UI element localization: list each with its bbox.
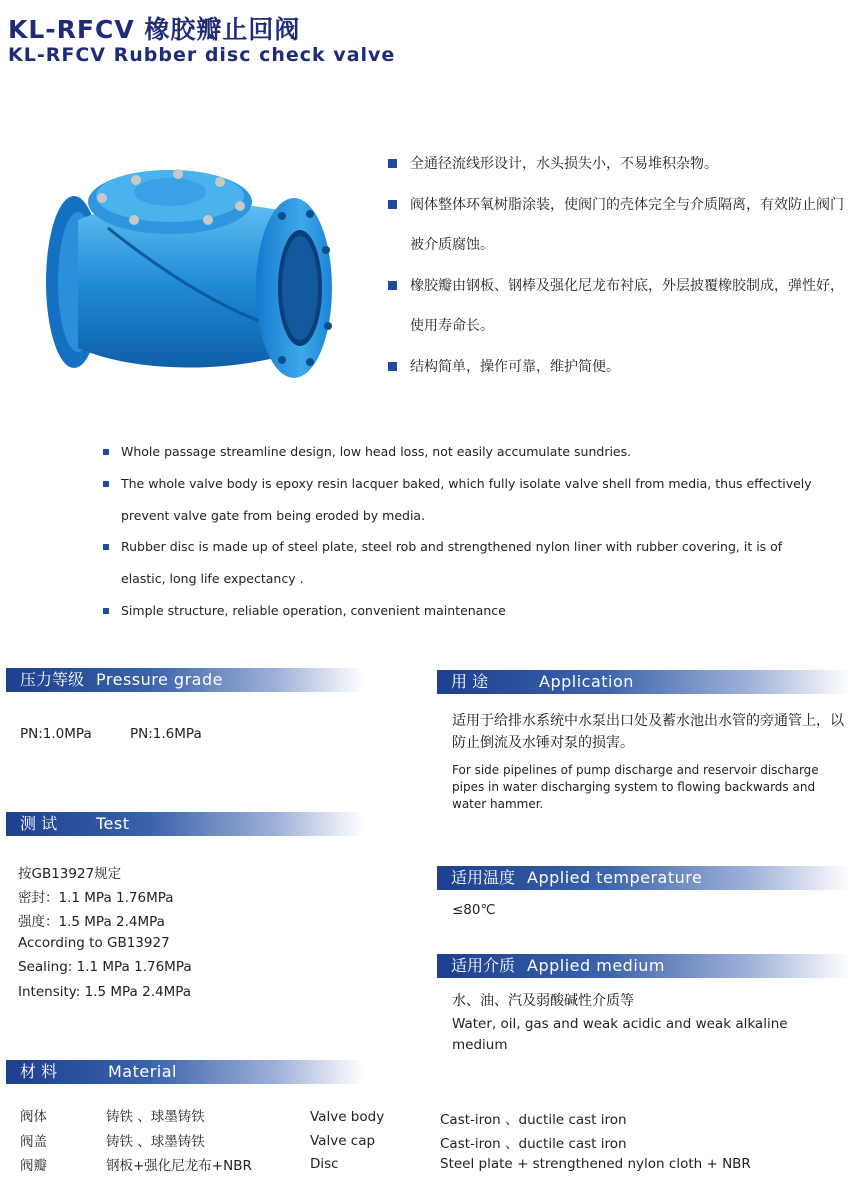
- material-section-header: 材 料 Material: [6, 1060, 364, 1084]
- material-mat-cn: 钢板+强化尼龙布+NBR: [106, 1158, 252, 1174]
- application-section-header: 用 途 Application: [437, 670, 851, 694]
- page-title-cn: KL-RFCV 橡胶瓣止回阀: [8, 15, 301, 44]
- square-bullet-icon: [388, 281, 397, 290]
- application-text-en: For side pipelines of pump discharge and reservoir discharge pipes in water discharging system to flowing backwards and water hammer.: [452, 763, 819, 811]
- material-part-cn: 阀体: [20, 1109, 47, 1125]
- pressure-value-1: PN:1.0MPa: [20, 726, 92, 742]
- medium-text-en: Water, oil, gas and weak acidic and weak alkaline medium: [452, 1016, 788, 1053]
- material-mat-cn: 铸铁 、球墨铸铁: [106, 1109, 205, 1125]
- square-bullet-icon: [103, 608, 109, 614]
- square-bullet-icon: [388, 362, 397, 371]
- list-item: The whole valve body is epoxy resin lacquer baked, which fully isolate valve shell from media, thus effectively prevent valve gate from being eroded by media.: [103, 468, 823, 532]
- material-part-en: Valve cap: [310, 1133, 376, 1149]
- square-bullet-icon: [388, 159, 397, 168]
- page-title-en: KL-RFCV Rubber disc check valve: [8, 44, 396, 66]
- material-mat-en: Cast-iron 、ductile cast iron: [440, 1136, 627, 1152]
- list-item: 橡胶瓣由钢板、钢棒及强化尼龙布衬底，外层披覆橡胶制成，弹性好，使用寿命长。: [388, 266, 850, 347]
- list-item: Whole passage streamline design, low head loss, not easily accumulate sundries.: [103, 436, 823, 468]
- material-mat-en: Steel plate + strengthened nylon cloth + NBR: [440, 1156, 751, 1172]
- pressure-value-2: PN:1.6MPa: [130, 726, 202, 742]
- test-section-header: 测 试 Test: [6, 812, 364, 836]
- material-mat-cn: 铸铁 、球墨铸铁: [106, 1134, 205, 1150]
- square-bullet-icon: [103, 544, 109, 550]
- square-bullet-icon: [103, 481, 109, 487]
- test-line: According to GB13927: [18, 935, 170, 951]
- features-cn-list: [388, 144, 850, 387]
- valve-image: [38, 158, 334, 384]
- list-item: 结构简单，操作可靠，维护简便。: [388, 347, 850, 388]
- medium-text-cn: 水、油、汽及弱酸碱性介质等: [452, 993, 634, 1009]
- material-part-en: Valve body: [310, 1109, 385, 1125]
- square-bullet-icon: [103, 449, 109, 455]
- material-part-en: Disc: [310, 1156, 339, 1172]
- test-line: 密封：1.1 MPa 1.76MPa: [18, 890, 174, 906]
- list-item: Simple structure, reliable operation, convenient maintenance: [103, 595, 823, 627]
- temperature-value: ≤80℃: [452, 902, 496, 918]
- material-part-cn: 阀瓣: [20, 1158, 47, 1174]
- application-text-cn: 适用于给排水系统中水泵出口处及蓄水池出水管的旁通管上，以防止倒流及水锤对泵的损害。: [452, 713, 844, 751]
- test-line: 强度：1.5 MPa 2.4MPa: [18, 914, 165, 930]
- medium-section-header: 适用介质 Applied medium: [437, 954, 851, 978]
- temperature-section-header: 适用温度 Applied temperature: [437, 866, 851, 890]
- material-part-cn: 阀盖: [20, 1134, 47, 1150]
- test-line: 按GB13927规定: [18, 866, 122, 882]
- pressure-section-header: 压力等级 Pressure grade: [6, 668, 364, 692]
- features-en-list: [103, 436, 823, 627]
- material-mat-en: Cast-iron 、ductile cast iron: [440, 1112, 627, 1128]
- list-item: 阀体整体环氧树脂涂装，使阀门的壳体完全与介质隔离，有效防止阀门被介质腐蚀。: [388, 185, 850, 266]
- test-line: Sealing: 1.1 MPa 1.76MPa: [18, 959, 192, 975]
- square-bullet-icon: [388, 200, 397, 209]
- list-item: Rubber disc is made up of steel plate, steel rob and strengthened nylon liner with rubber covering, it is of elastic, long life expectancy .: [103, 531, 823, 595]
- list-item: 全通径流线形设计，水头损失小，不易堆积杂物。: [388, 144, 850, 185]
- test-line: Intensity: 1.5 MPa 2.4MPa: [18, 984, 192, 1000]
